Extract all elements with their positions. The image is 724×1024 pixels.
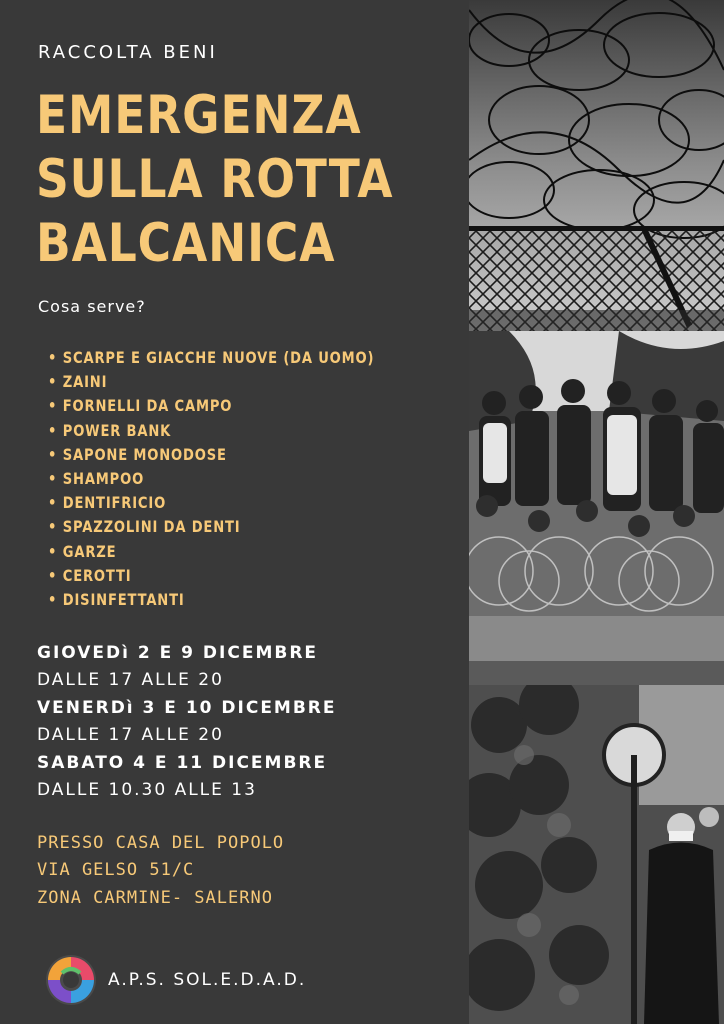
headline-line-3: BALCANICA: [36, 213, 336, 274]
needs-list: [48, 346, 446, 612]
need-label: SAPONE MONODOSE: [62, 444, 227, 464]
schedule-day: VENERDì 3 E 10 DICEMBRE: [37, 697, 337, 718]
need-label: DISINFETTANTI: [62, 590, 185, 610]
address-line: VIA GELSO 51/C: [37, 860, 195, 881]
kicker-text: RACCOLTA BENI: [38, 42, 218, 63]
need-label: FORNELLI DA CAMPO: [62, 396, 233, 416]
bullet-dot-icon: •: [48, 541, 58, 561]
bullet-dot-icon: •: [48, 517, 58, 537]
needs-question: Cosa serve?: [38, 297, 146, 316]
list-item: [48, 564, 374, 588]
schedule: [37, 640, 337, 804]
bullet-dot-icon: •: [48, 590, 58, 610]
bullet-dot-icon: •: [48, 565, 58, 585]
need-label: POWER BANK: [62, 420, 172, 440]
street-soldier-photo: [469, 685, 724, 1024]
address-line: ZONA CARMINE- SALERNO: [37, 887, 273, 908]
bullet-dot-icon: •: [48, 372, 58, 392]
need-label: DENTIFRICIO: [62, 493, 167, 513]
list-item: [48, 346, 374, 370]
list-item: [48, 467, 374, 491]
list-item: [48, 419, 374, 443]
headline-line-1: EMERGENZA: [36, 85, 362, 146]
list-item: [48, 443, 374, 467]
schedule-hours: DALLE 17 ALLE 20: [37, 725, 224, 746]
refugee-crowd-photo: [469, 331, 724, 685]
bullet-dot-icon: •: [48, 396, 58, 416]
need-label: SPAZZOLINI DA DENTI: [62, 517, 241, 537]
bullet-dot-icon: •: [48, 444, 58, 464]
schedule-day: SABATO 4 E 11 DICEMBRE: [37, 752, 328, 773]
list-item: [48, 394, 374, 418]
list-item: [48, 370, 374, 394]
need-label: SCARPE E GIACCHE NUOVE (DA UOMO): [62, 348, 375, 367]
bullet-dot-icon: •: [48, 420, 58, 440]
need-label: CEROTTI: [62, 565, 132, 585]
organization-footer: [44, 953, 306, 1007]
soledad-logo-icon: [44, 953, 98, 1007]
need-label: SHAMPOO: [62, 469, 145, 489]
need-label: ZAINI: [62, 372, 108, 392]
address-block: [37, 830, 284, 912]
list-item: [48, 588, 374, 612]
list-item: [48, 515, 374, 539]
bullet-dot-icon: •: [48, 348, 58, 367]
address-line: PRESSO CASA DEL POPOLO: [37, 833, 285, 853]
headline: [36, 84, 397, 276]
organization-name: A.P.S. SOL.E.D.A.D.: [108, 970, 307, 990]
need-label: GARZE: [62, 541, 117, 561]
bullet-dot-icon: •: [48, 493, 58, 513]
list-item: [48, 491, 374, 515]
schedule-hours: DALLE 10.30 ALLE 13: [37, 780, 257, 801]
schedule-day: GIOVEDì 2 E 9 DICEMBRE: [37, 643, 319, 663]
barbed-wire-fence-photo: [469, 0, 724, 331]
headline-line-2: SULLA ROTTA: [36, 149, 394, 210]
schedule-hours: DALLE 17 ALLE 20: [37, 670, 224, 691]
list-item: [48, 540, 374, 564]
bullet-dot-icon: •: [48, 469, 58, 489]
